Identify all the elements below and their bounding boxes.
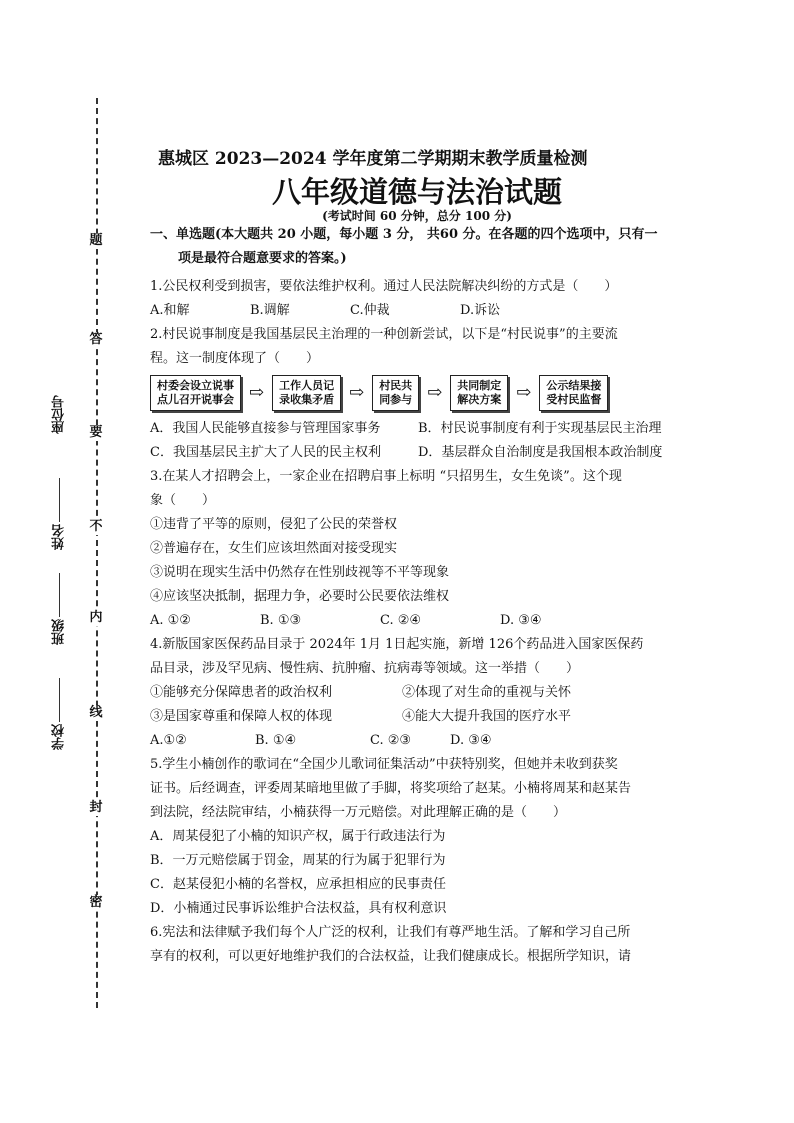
option: A.①② xyxy=(150,733,187,748)
question-3-stem: 3.在某人才招聘会上，一家企业在招聘启事上标明 “只招男生，女生免谈”。这个现 xyxy=(150,469,622,484)
option: D. ③④ xyxy=(450,733,492,748)
option: D．小楠通过民事诉讼维护合法权益，具有权利意识 xyxy=(150,901,447,916)
question-5-stem: 到法院，经法院审结，小楠获得一万元赔偿。对此理解正确的是（ ） xyxy=(150,805,567,820)
question-4-stem: 4.新版国家医保药品目录于 2024年 1月 1日起实施，新增 126个药品进入国家医保药 xyxy=(150,637,644,652)
question-4-items xyxy=(150,681,685,705)
question-2-stem: 2.村民说事制度是我国基层民主治理的一种创新尝试，以下是“村民说事”的主要流 xyxy=(150,327,618,342)
name-field: 姓名 xyxy=(50,460,74,550)
statement-item: ③说明在现实生活中仍然存在性别歧视等不平等现象 xyxy=(150,565,450,580)
class-field: 班级 xyxy=(50,555,74,645)
school-field: 学校 xyxy=(50,660,74,750)
exam-title-line: 惠城区 2023—2024 学年度第二学期期末教学质量检测 xyxy=(158,149,588,169)
binding-char: 不 xyxy=(89,519,103,534)
section-heading: 一、单选题(本大题共 20 小题，每小题 3 分， 共60 分。在各题的四个选项中，只有一 项是最符合题意要求的答案。) xyxy=(150,227,658,266)
question-5-stem: 证书。后经调查，评委周某暗地里做了手脚，将奖项给了赵某。小楠将周某和赵某告 xyxy=(150,781,632,796)
option: C．赵某侵犯小楠的名誉权，应承担相应的民事责任 xyxy=(150,877,446,892)
binding-char: 线 xyxy=(89,705,103,720)
question-6-stem: 6.宪法和法律赋予我们每个人广泛的权利，让我们有尊严地生活。了解和学习自己所 xyxy=(150,925,631,940)
statement-item: ①能够充分保障患者的政治权利 xyxy=(150,685,333,700)
option: C. ②④ xyxy=(380,613,422,628)
option: A. ①② xyxy=(150,613,191,628)
option: B．一万元赔偿属于罚金，周某的行为属于犯罪行为 xyxy=(150,853,446,868)
arrow-right-icon: ⇨ xyxy=(516,382,532,403)
question-4-items xyxy=(150,705,685,729)
option: D.诉讼 xyxy=(460,303,501,318)
binding-char: 要 xyxy=(89,425,103,440)
option: A.和解 xyxy=(150,303,190,318)
question-3-stem: 象（ ） xyxy=(150,493,216,508)
question-1-options xyxy=(150,299,685,323)
question-2-options-cd xyxy=(150,441,685,465)
option: D. ③④ xyxy=(500,613,542,628)
option: A．我国人民能够直接参与管理国家事务 xyxy=(150,421,381,436)
question-6-stem: 享有的权利，可以更好地维护我们的合法权益，让我们健康成长。根据所学知识，请 xyxy=(150,949,632,964)
flow-step: 公示结果接 受村民监督 xyxy=(539,375,608,411)
statement-item: ②体现了对生命的重视与关怀 xyxy=(402,685,572,700)
option: C．我国基层民主扩大了人民的民主权利 xyxy=(150,445,381,460)
statement-item: ②普遍存在，女生们应该坦然面对接受现实 xyxy=(150,541,398,556)
binding-char: 密 xyxy=(89,895,103,910)
question-4-stem: 品目录，涉及罕见病、慢性病、抗肿瘤、抗病毒等领域。这一举措（ ） xyxy=(150,661,580,676)
statement-item: ③是国家尊重和保障人权的体现 xyxy=(150,709,333,724)
flow-step: 村委会设立说事 点儿召开说事会 xyxy=(150,375,241,411)
option: B. ①③ xyxy=(260,613,302,628)
flow-step: 工作人员记 录收集矛盾 xyxy=(272,375,341,411)
statement-item: ④应该坚决抵制，据理力争，必要时公民要依法维权 xyxy=(150,589,450,604)
statement-item: ①违背了平等的原则，侵犯了公民的荣誉权 xyxy=(150,517,398,532)
statement-item: ④能大大提升我国的医疗水平 xyxy=(402,709,572,724)
seat-number-field: 座位号 xyxy=(52,395,67,434)
question-content xyxy=(150,223,685,969)
arrow-right-icon: ⇨ xyxy=(249,382,265,403)
option: D．基层群众自治制度是我国根本政治制度 xyxy=(418,445,663,460)
option: C.仲裁 xyxy=(350,303,390,318)
option: A．周某侵犯了小楠的知识产权，属于行政违法行为 xyxy=(150,829,446,844)
question-1-stem: 1.公民权利受到损害，要依法维护权利。通过人民法院解决纠纷的方式是（ ） xyxy=(150,279,618,294)
option: B. ①④ xyxy=(255,733,297,748)
binding-char: 答 xyxy=(89,332,103,347)
arrow-right-icon: ⇨ xyxy=(427,382,443,403)
question-2-options-ab xyxy=(150,417,685,441)
question-5-stem: 5.学生小楠创作的歌词在“全国少儿歌词征集活动”中获特别奖，但她并未收到获奖 xyxy=(150,757,618,772)
question-4-options xyxy=(150,729,685,753)
binding-char: 内 xyxy=(89,610,103,625)
binding-char: 题 xyxy=(89,233,103,248)
option: C. ②③ xyxy=(370,733,412,748)
exam-subtitle: (考试时间 60 分钟，总分 100 分) xyxy=(322,209,512,223)
option: B．村民说事制度有利于实现基层民主治理 xyxy=(418,421,662,436)
option: B.调解 xyxy=(250,303,290,318)
process-flowchart xyxy=(150,375,685,411)
question-2-stem: 程。这一制度体现了（ ） xyxy=(150,351,320,366)
arrow-right-icon: ⇨ xyxy=(349,382,365,403)
flow-step: 村民共 同参与 xyxy=(372,375,419,411)
exam-main-title: 八年级道德与法治试题 xyxy=(271,175,562,209)
flow-step: 共同制定 解决方案 xyxy=(450,375,508,411)
question-3-options xyxy=(150,609,685,633)
binding-char: 封 xyxy=(89,800,103,815)
